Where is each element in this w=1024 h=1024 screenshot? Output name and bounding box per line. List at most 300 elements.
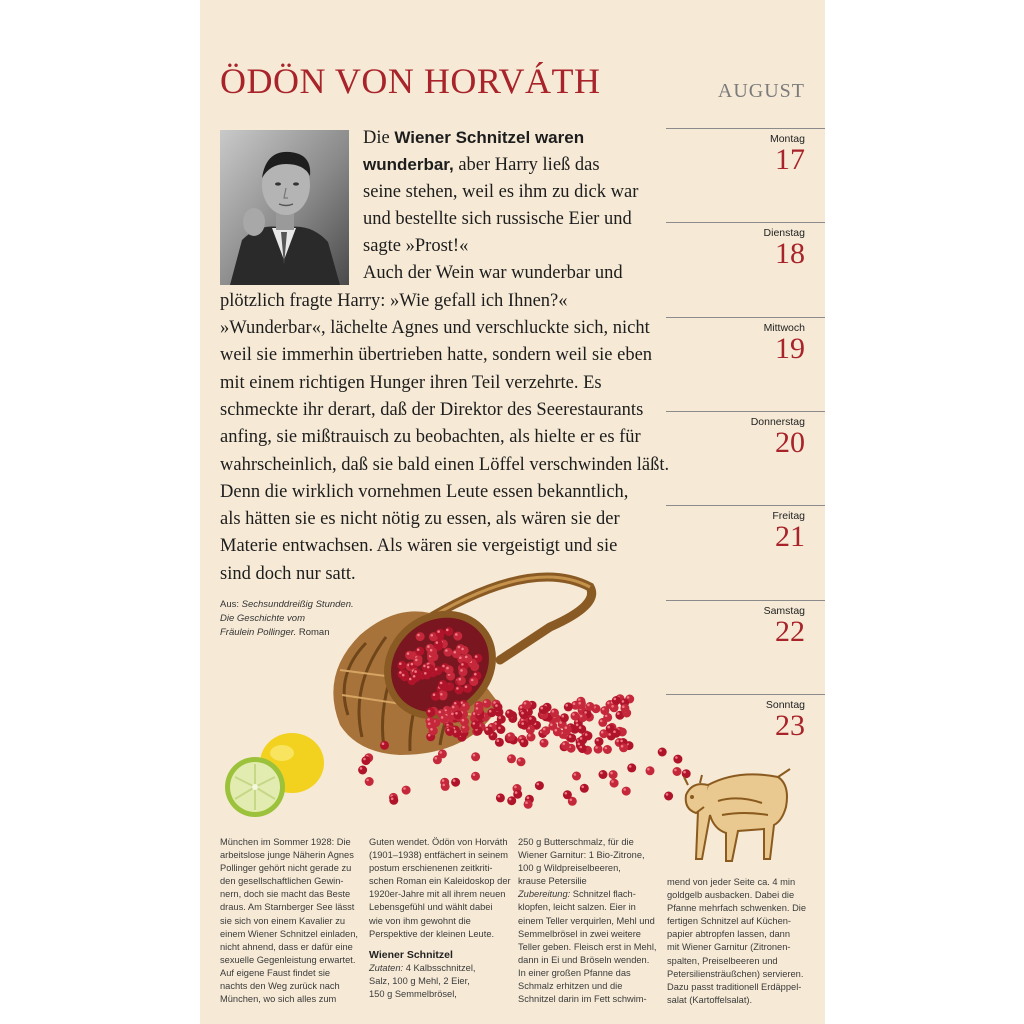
ingredients-text: 4 Kalbsschnitzel, [403, 962, 476, 973]
cranberry-highlight [440, 751, 443, 754]
recipe-line: papier abtropfen lassen, dann [667, 929, 791, 940]
calendar-page [200, 0, 825, 1024]
cranberry [578, 736, 587, 745]
cranberry-highlight [430, 649, 433, 652]
cranberry-highlight [605, 747, 608, 750]
cranberry-highlight [600, 772, 603, 775]
cranberry [471, 720, 480, 729]
story-text-segment: seine stehen, weil es ihm zu dick war [363, 181, 639, 202]
cranberry-highlight [565, 726, 568, 729]
recipe-line: salat (Kartoffelsalat). [667, 994, 753, 1005]
cranberry-highlight [427, 645, 430, 648]
cranberry [460, 717, 469, 726]
cranberry-highlight [424, 672, 427, 675]
recipe-line: (1901–1938) entfächert in seinem [369, 850, 509, 861]
recipe-line: den gesellschaftlichen Gewin- [220, 876, 344, 887]
cranberry-highlight [455, 712, 458, 715]
cranberry-highlight [565, 704, 568, 707]
story-text-segment: anfing, sie mißtrauisch zu beobachten, als hielte er es für [220, 427, 641, 448]
cranberry [413, 657, 422, 666]
cranberry-highlight [611, 780, 614, 783]
cranberry-highlight [608, 733, 611, 736]
story-text [220, 124, 670, 588]
recipe-line: Perspektive der kleinen Leute. [369, 928, 495, 939]
recipe-line: goldgelb ausbacken. Dabei die [667, 890, 795, 901]
day-date: 17 [775, 143, 805, 176]
recipe-line: arbeitslose junge Näherin Agnes [220, 850, 354, 861]
cranberry-highlight [508, 734, 511, 737]
recipe-line: Lebensgefühl und wählt dabei [369, 902, 493, 913]
story-text-segment: und bestellte sich russische Eier und [363, 208, 632, 229]
cranberry [445, 727, 454, 736]
cranberry-highlight [540, 707, 543, 710]
cranberry-highlight [565, 792, 568, 795]
cranberry-highlight [601, 731, 604, 734]
story-line [220, 124, 660, 151]
cranberry-highlight [453, 779, 456, 782]
cranberry-highlight [515, 791, 518, 794]
cranberry-highlight [563, 743, 566, 746]
cranberry [524, 800, 533, 809]
cranberry [664, 792, 673, 801]
cranberry [497, 715, 506, 724]
cranberry-highlight [442, 784, 445, 787]
cranberry-highlight [446, 629, 449, 632]
cranberry-highlight [576, 724, 579, 727]
cranberry [612, 729, 621, 738]
cranberry [453, 632, 462, 641]
cranberry [457, 676, 466, 685]
cranberry [627, 763, 636, 772]
cranberry-highlight [428, 722, 431, 725]
cranberry-highlight [666, 793, 669, 796]
cranberry [389, 796, 398, 805]
cranberry-highlight [507, 711, 510, 714]
cranberry-highlight [461, 648, 464, 651]
cranberry [646, 766, 655, 775]
cranberry-highlight [435, 757, 438, 760]
cranberry-highlight [524, 702, 527, 705]
recipe-line: In einer großen Pfanne das [518, 967, 631, 978]
cranberry-highlight [559, 721, 562, 724]
cranberry-highlight [573, 702, 576, 705]
day-name: Mittwoch [763, 321, 805, 334]
cranberry [397, 661, 406, 670]
cranberry-highlight [520, 706, 523, 709]
story-text-segment: als hätten sie es nicht nötig zu essen, als wären sie der [220, 509, 620, 530]
cranberry [433, 666, 442, 675]
cranberry-highlight [436, 641, 439, 644]
recipe-line: Auf eigene Faust findet sie [220, 967, 331, 978]
cranberry-highlight [498, 795, 501, 798]
cranberry [520, 738, 529, 747]
story-text-segment: Materie entwachsen. Als wären sie vergeistigt und sie [220, 536, 618, 557]
cranberry [461, 702, 470, 711]
story-text-segment: wahrscheinlich, daß sie bald einen Löffel verschwinden läßt. [220, 454, 670, 475]
cranberry-highlight [521, 722, 524, 725]
cranberry [362, 756, 371, 765]
cranberry-highlight [366, 779, 369, 782]
day-name: Samstag [763, 604, 805, 617]
recipe-line: München, wo sich alles zum [220, 994, 337, 1005]
cranberry [619, 743, 628, 752]
recipe-line: München im Sommer 1928: Die [220, 837, 351, 847]
cranberry-highlight [439, 711, 442, 714]
cranberry-highlight [521, 740, 524, 743]
cranberry [541, 726, 550, 735]
cranberry [428, 647, 437, 656]
cranberry-highlight [403, 787, 406, 790]
cranberry-highlight [442, 665, 445, 668]
recipe-line: nern, doch sie macht das Beste [220, 889, 351, 900]
cranberry-highlight [456, 687, 459, 690]
cranberry-highlight [391, 797, 394, 800]
source-genre: Roman [296, 627, 330, 638]
cranberry [560, 713, 569, 722]
day-date: 23 [775, 708, 805, 742]
cranberry-basket-illustration [300, 565, 700, 815]
lemon-lime-illustration [220, 725, 330, 825]
story-text-segment: plötzlich fragte Harry: »Wie gefall ich Ihnen?« [220, 290, 568, 311]
source-title-line2: Die Geschichte vom [220, 613, 306, 624]
cranberry-highlight [613, 730, 616, 733]
cranberry-highlight [585, 733, 588, 736]
story-text-segment: Die [363, 128, 395, 148]
cranberry [459, 668, 468, 677]
cranberry-highlight [461, 663, 464, 666]
cranberry [603, 745, 612, 754]
cranberry [463, 654, 472, 663]
cranberry [438, 749, 447, 758]
cranberry-highlight [529, 717, 532, 720]
cranberry-highlight [616, 740, 619, 743]
cranberry-highlight [600, 720, 603, 723]
cranberry-highlight [473, 722, 476, 725]
cranberry-highlight [454, 651, 457, 654]
cranberry-highlight [562, 715, 565, 718]
cranberry-highlight [476, 707, 479, 710]
story-line [220, 315, 660, 342]
calf-engraving-illustration [678, 755, 798, 873]
cranberry-highlight [602, 708, 605, 711]
cranberry [539, 705, 548, 714]
cranberry [439, 715, 448, 724]
cranberry-highlight [486, 728, 489, 731]
cranberry [599, 770, 608, 779]
story-highlight: wunderbar, [363, 155, 454, 175]
cranberry-highlight [572, 713, 575, 716]
cranberry-highlight [360, 767, 363, 770]
ingredients-label: Zutaten: [369, 962, 404, 973]
cranberry-highlight [455, 633, 458, 636]
cranberry-highlight [445, 649, 448, 652]
cranberry-highlight [519, 737, 522, 740]
cranberry-highlight [552, 710, 555, 713]
story-line [220, 342, 660, 369]
story-line [220, 179, 660, 206]
cranberry-highlight [580, 746, 583, 749]
cranberry-highlight [514, 786, 517, 789]
cranberry-highlight [399, 671, 402, 674]
recipe-line: postum erschienenen zeitkriti- [369, 863, 493, 874]
cranberry-highlight [550, 723, 553, 726]
story-line [220, 397, 660, 424]
recipe-line: nachts den Weg zurück nach [220, 981, 340, 992]
cranberry [411, 673, 420, 682]
recipe-line: wie von ihm gewohnt die [369, 915, 471, 926]
cranberry [405, 651, 414, 660]
cranberry [444, 627, 453, 636]
cranberry [578, 713, 587, 722]
cranberry [535, 781, 544, 790]
cranberry [522, 700, 531, 709]
day-date: 18 [775, 237, 805, 271]
cranberry [438, 680, 447, 689]
cranberry [400, 672, 409, 681]
cranberry [572, 772, 581, 781]
cranberry [452, 649, 461, 658]
cranberry-highlight [415, 659, 418, 662]
cranberry [540, 739, 549, 748]
cranberry-highlight [580, 737, 583, 740]
cranberry [505, 709, 514, 718]
cranberry [564, 702, 573, 711]
cranberry [658, 748, 667, 757]
recipe-ingredients-first [369, 962, 507, 975]
cranberry [600, 706, 609, 715]
recipe-line: Teller geben. Fleisch erst in Mehl, [518, 941, 657, 952]
cranberry-highlight [402, 674, 405, 677]
cranberry [471, 772, 480, 781]
story-line [220, 288, 660, 315]
cranberry [358, 766, 367, 775]
day-name: Sonntag [765, 698, 805, 711]
cranberry-highlight [525, 801, 528, 804]
cranberry [429, 726, 438, 735]
cranberry [610, 779, 619, 788]
recipe-line: Schnitzel darin im Fett schwim- [518, 994, 647, 1005]
cranberry-highlight [509, 798, 512, 801]
cranberry-highlight [399, 662, 402, 665]
cranberry-highlight [497, 739, 500, 742]
cranberry-highlight [414, 670, 417, 673]
cranberry-highlight [622, 705, 625, 708]
recipe-line: mit Wiener Garnitur (Zitronen- [667, 942, 791, 953]
recipe-line: einem Teller verquirlen, Mehl und [518, 915, 655, 926]
cranberry-highlight [427, 666, 430, 669]
recipe-prep-first [518, 888, 656, 901]
story-highlight: Wiener Schnitzel waren [394, 128, 585, 147]
recipe-line: einem Wiener Schnitzel einladen, [220, 928, 358, 939]
day-cell-montag [666, 128, 825, 223]
recipe-line: Schmalz erhitzen und die [518, 981, 623, 992]
cranberry-highlight [431, 634, 434, 637]
cranberry-highlight [411, 663, 414, 666]
day-date: 22 [775, 614, 805, 648]
recipe-line: nicht ahnend, dass er dafür eine [220, 941, 353, 952]
cranberry-highlight [471, 679, 474, 682]
cranberry-highlight [427, 718, 430, 721]
day-name: Montag [769, 133, 805, 145]
story-text-segment: schmeckte ihr derart, daß der Direktor des Seerestaurants [220, 399, 644, 420]
cranberry [567, 734, 576, 743]
cranberry [445, 665, 454, 674]
cranberry [455, 686, 464, 695]
cranberry-highlight [595, 746, 598, 749]
cranberry-highlight [647, 768, 650, 771]
cranberry [507, 796, 516, 805]
cranberry-highlight [484, 701, 487, 704]
cranberry-highlight [617, 712, 620, 715]
cranberry [365, 777, 374, 786]
story-text-segment: sagte »Prost!« [363, 236, 469, 257]
cranberry-highlight [614, 698, 617, 701]
recipe-line: Salz, 100 g Mehl, 2 Eier, [369, 975, 470, 986]
cranberry [520, 721, 529, 730]
cranberry [431, 692, 440, 701]
cranberry-highlight [473, 754, 476, 757]
story-line [220, 506, 660, 533]
cranberry-highlight [433, 693, 436, 696]
cranberry [494, 703, 503, 712]
cranberry [586, 702, 595, 711]
cranberry-highlight [528, 734, 531, 737]
cranberry-highlight [489, 710, 492, 713]
cranberry [507, 754, 516, 763]
cranberry-highlight [587, 704, 590, 707]
recipe-line: klopfen, leicht salzen. Eier in [518, 902, 636, 913]
story-line [220, 206, 660, 233]
month-label: AUGUST [717, 80, 805, 102]
cranberry [454, 710, 463, 719]
day-cell-donnerstag [666, 411, 825, 506]
story-line [220, 370, 660, 397]
recipe-line: dann in Ei und Bröseln wenden. [518, 954, 650, 965]
source-title-line1: Sechsunddreißig Stunden. [241, 599, 354, 610]
cranberry [415, 647, 424, 656]
cranberry-highlight [474, 673, 477, 676]
source-prefix: Aus: [220, 599, 242, 610]
cranberry-highlight [493, 701, 496, 704]
day-date: 20 [775, 425, 805, 459]
day-cell-mittwoch [666, 317, 825, 412]
recipe-line: schen Roman ein Kaleidoskop der [369, 876, 511, 887]
story-line [220, 233, 660, 260]
cranberry [622, 787, 631, 796]
cranberry [550, 708, 559, 717]
recipe-line: Guten wendet. Ödön von Horváth [369, 837, 508, 847]
recipe-line: 1920er-Jahre mit all ihrem neuen [369, 889, 506, 900]
recipe-line: krause Petersilie [518, 876, 587, 887]
cranberry [436, 629, 445, 638]
cranberry-highlight [460, 669, 463, 672]
cranberry-highlight [580, 715, 583, 718]
recipe-line: 150 g Semmelbrösel, [369, 989, 457, 1000]
cranberry [577, 700, 586, 709]
cranberry-highlight [417, 648, 420, 651]
cranberry-highlight [521, 712, 524, 715]
recipe-line: draus. Am Starnberger See lässt [220, 902, 355, 913]
cranberry [553, 727, 562, 736]
story-text-segment: sind doch nur satt. [220, 563, 356, 584]
story-line [220, 424, 660, 451]
day-name: Freitag [772, 510, 805, 523]
story-text-segment: mit einem richtigen Hunger ihren Teil verzehrte. Es [220, 372, 602, 393]
source-title-line3: Fräulein Pollinger. [220, 627, 297, 638]
preparation-text: Schnitzel flach- [570, 889, 636, 900]
recipe-column-3 [518, 836, 656, 1006]
cranberry [441, 782, 450, 791]
cranberry-highlight [382, 742, 385, 745]
cranberry-highlight [465, 686, 468, 689]
cranberry-highlight [518, 759, 521, 762]
day-cell-dienstag [666, 222, 825, 317]
cranberry-highlight [473, 773, 476, 776]
cranberry-highlight [629, 765, 632, 768]
story-line [220, 260, 660, 287]
recipe-line: 250 g Butterschmalz, für die [518, 837, 634, 847]
cranberry-highlight [627, 696, 630, 699]
recipe-line: 100 g Wildpreiselbeeren, [518, 863, 621, 874]
cranberry [528, 716, 537, 725]
cranberry-highlight [509, 756, 512, 759]
recipe-line: spalten, Preiselbeeren und [667, 955, 778, 966]
cranberry [578, 744, 587, 753]
cranberry-highlight [674, 769, 677, 772]
cranberry-highlight [569, 735, 572, 738]
cranberry-highlight [459, 678, 462, 681]
cranberry-highlight [440, 682, 443, 685]
recipe-line: sexuelle Gegenleistung erwartet. [220, 954, 356, 965]
cranberry-highlight [447, 729, 450, 732]
cranberry-highlight [537, 783, 540, 786]
cranberry-highlight [607, 726, 610, 729]
cranberry-highlight [622, 700, 625, 703]
recipe-line: Petersiliensträußchen) servieren. [667, 968, 804, 979]
cranberry-highlight [543, 728, 546, 731]
cranberry-highlight [611, 705, 614, 708]
story-text-segment: weil sie immerhin übertrieben hatte, sondern weil sie eben [220, 345, 653, 366]
cranberry-highlight [441, 716, 444, 719]
cranberry-highlight [527, 796, 530, 799]
cranberry-highlight [574, 773, 577, 776]
cranberry [517, 757, 526, 766]
cranberry-highlight [570, 799, 573, 802]
cranberry-highlight [463, 704, 466, 707]
cranberry [609, 770, 618, 779]
story-line [220, 533, 660, 560]
day-name: Dienstag [763, 227, 805, 240]
story-line [220, 479, 660, 506]
cranberry-highlight [465, 656, 468, 659]
recipe-line: Semmelbrösel in zwei weitere [518, 928, 641, 939]
cranberry-highlight [579, 726, 582, 729]
cranberry-highlight [495, 704, 498, 707]
cranberry [451, 778, 460, 787]
story-text-segment: Denn die wirklich vornehmen Leute essen bekanntlich, [220, 481, 629, 502]
cranberry [577, 725, 586, 734]
cranberry [520, 710, 529, 719]
cranberry [561, 741, 570, 750]
cranberry [471, 752, 480, 761]
cranberry-highlight [458, 646, 461, 649]
cranberry [380, 741, 389, 750]
story-text-segment: »Wunderbar«, lächelte Agnes und verschluckte sich, nicht [220, 318, 650, 339]
cranberry-highlight [440, 693, 443, 696]
cranberry [422, 670, 431, 679]
cranberry [620, 704, 629, 713]
cranberry [506, 732, 515, 741]
